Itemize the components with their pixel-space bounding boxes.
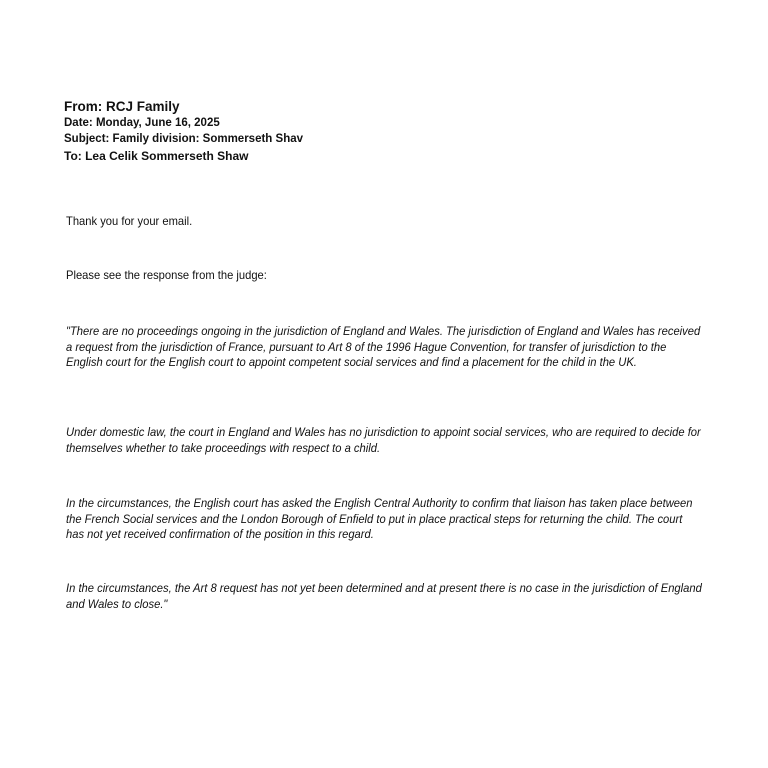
- judge-quote-paragraph-2: Under domestic law, the court in England and Wales has no jurisdiction to appoint social services, who are required to decide for themselves whether to take proceedings with respect to a child.: [66, 426, 701, 455]
- email-date: Date: Monday, June 16, 2025: [64, 117, 220, 129]
- judge-quote-paragraph-3: In the circumstances, the English court has asked the English Central Authority to confirm that liaison has taken place between the French Social services and the London Borough of Enfield to put in place practical steps for returning the child. The court has not yet received confirmation of the position in this regard.: [66, 497, 693, 541]
- email-to: To: Lea Celik Sommerseth Shaw: [64, 149, 249, 163]
- judge-quote-paragraph-1: "There are no proceedings ongoing in the jurisdiction of England and Wales. The jurisdiction of England and Wales has received a request from the jurisdiction of France, pursuant to Art 8 of the 1996 Hague Convention, for transfer of jurisdiction to the English court for the English court to appoint competent social services and find a placement for the child in the UK.: [66, 325, 701, 369]
- email-subject: Subject: Family division: Sommerseth Shav: [64, 133, 304, 145]
- greeting-paragraph: Thank you for your email.: [66, 215, 193, 228]
- email-from: From: RCJ Family: [64, 99, 180, 114]
- email-header: [64, 98, 303, 165]
- intro-paragraph: Please see the response from the judge:: [66, 269, 267, 282]
- judge-quote-paragraph-4: In the circumstances, the Art 8 request has not yet been determined and at present there is no case in the jurisdiction of England and Wales to close.": [66, 582, 702, 611]
